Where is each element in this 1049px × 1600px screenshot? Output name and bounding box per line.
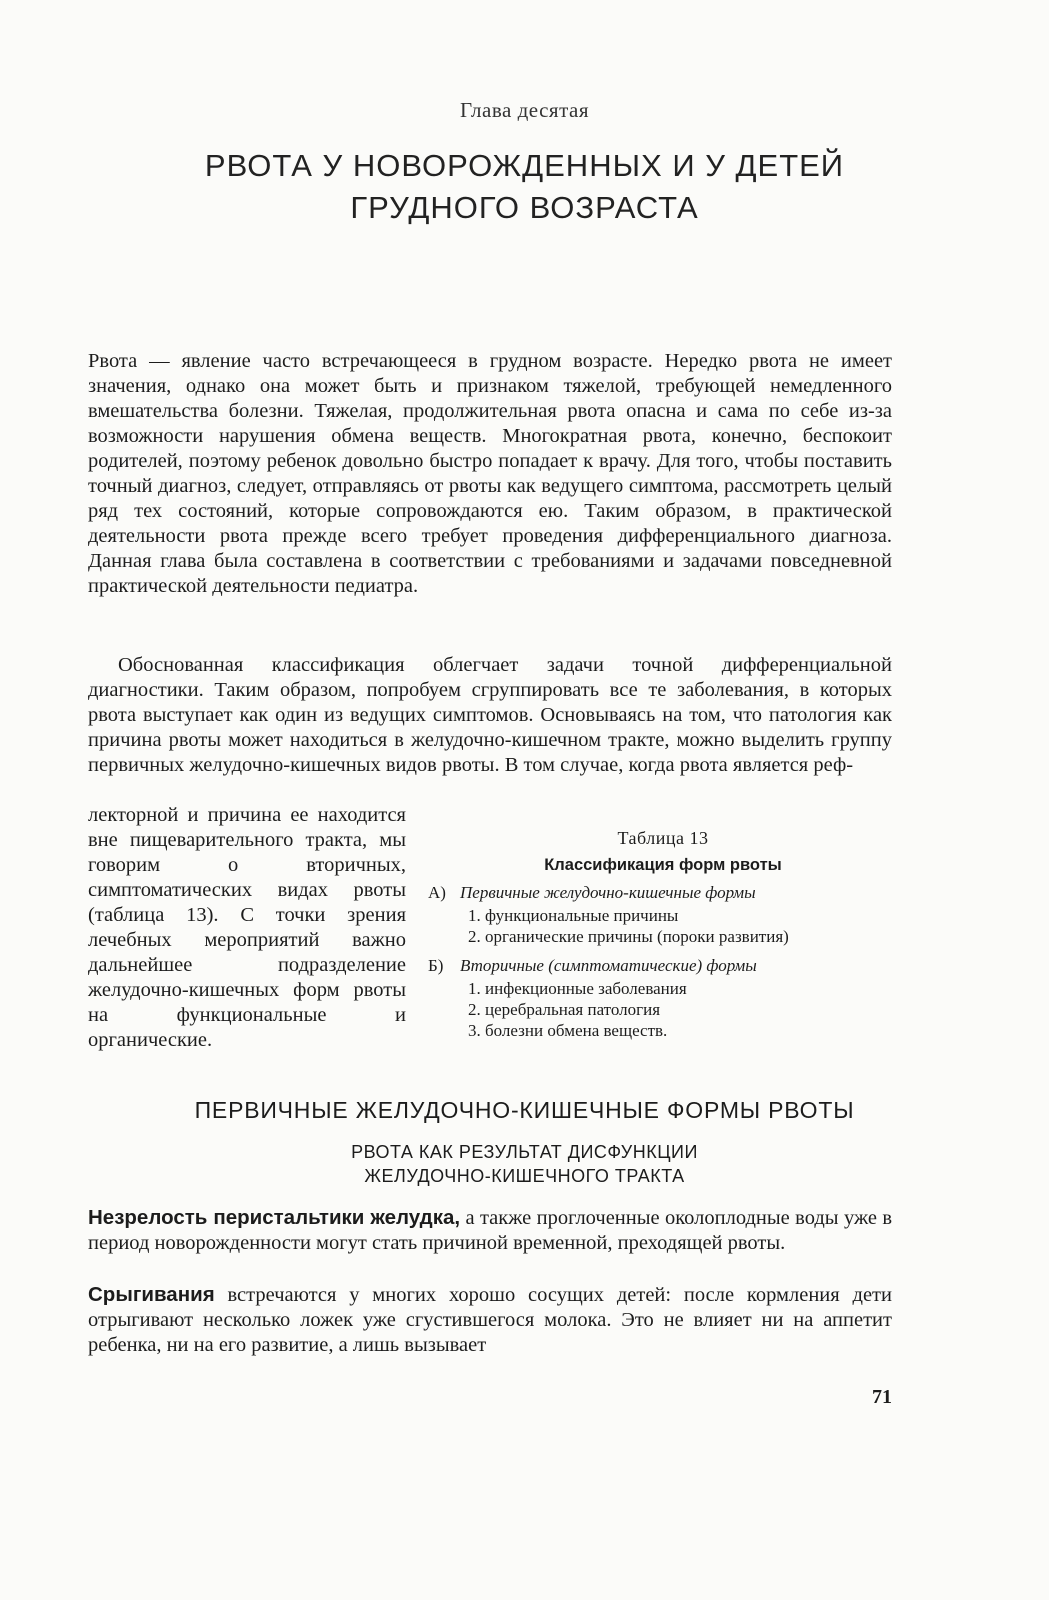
list-item: 2. церебральная патология (468, 1000, 661, 1019)
list-item: 1. функциональные причины (468, 906, 679, 925)
group-name: Вторичные (симптоматические) формы (460, 956, 757, 975)
paragraph-intro: Рвота — явление часто встречающееся в грудном возрасте. Нередко рвота не имеет значения, однако она может быть и признаком тяжелой, требующей немедленного вмешательства болезни. Тяжелая, продолжительная рвота опасна и сама по себе из-за возможности нарушения обмена веществ. Многократная рвота, конечно, беспокоит родителей, поэтому ребенок довольно быстро попадает к врачу. Для того, чтобы поставить точный диагноз, следует, отправляясь от рвоты как ведущего симптома, рассмотреть целый ряд тех состояний, которые сопровождаются ею. Таким образом, в практической деятельности рвота прежде всего требует проведения дифференциального диагноза. Данная глава была составлена в соответствии с требованиями и задачами повседневной практической деятельности педиатра. (88, 350, 892, 597)
chapter-title-line-2: ГРУДНОГО ВОЗРАСТА (350, 190, 699, 225)
paragraph-text: встречаются у многих хорошо сосущих детей: после кормления дети отрыгивают несколько ложек уже сгустившегося молока. Это не влияет ни на аппетит ребенка, ни на его развитие, а лишь вызывает (88, 1284, 892, 1356)
group-letter: А) (428, 883, 446, 902)
classification-table (428, 828, 898, 1049)
subsection-title (0, 1140, 1049, 1188)
paragraph-text: а также проглоченные околоплодные воды уже в период новорожденности могут стать причиной временной, преходящей рвоты. (88, 1207, 893, 1254)
subsection-title-line-1: РВОТА КАК РЕЗУЛЬТАТ ДИСФУНКЦИИ (351, 1142, 698, 1162)
list-item: 2. органические причины (пороки развития) (468, 927, 789, 946)
paragraph-classification: Обоснованная классификация облегчает задачи точной дифференциальной диагностики. Таким образом, попробуем сгруппировать все те заболевания, в которых рвота выступает как один из ведущих симптомов. Основываясь на том, что патология как причина рвоты может находиться в желудочно-кишечном тракте, можно выделить группу первичных желудочно-кишечных видов рвоты. В том случае, когда рвота является реф- (88, 654, 892, 776)
table-number: Таблица 13 (617, 828, 709, 848)
list-item: 3. болезни обмена веществ. (468, 1021, 668, 1040)
group-items-secondary (460, 978, 898, 1041)
paragraph-regurgitation (88, 1282, 892, 1358)
paragraph-lead: Срыгивания (88, 1283, 215, 1306)
paragraph-lead: Незрелость перистальтики желудка, (88, 1206, 461, 1229)
subsection-title-line-2: ЖЕЛУДОЧНО-КИШЕЧНОГО ТРАКТА (364, 1166, 685, 1186)
chapter-title (0, 145, 1049, 229)
group-items-primary (460, 905, 898, 947)
group-name: Первичные желудочно-кишечные формы (460, 883, 756, 902)
table-title: Классификация форм рвоты (544, 856, 782, 874)
chapter-title-line-1: РВОТА У НОВОРОЖДЕННЫХ И У ДЕТЕЙ (204, 148, 845, 183)
paragraph-immaturity (88, 1205, 892, 1256)
group-letter: Б) (428, 956, 444, 975)
chapter-label: Глава десятая (460, 98, 589, 122)
list-item: 1. инфекционные заболевания (468, 979, 687, 998)
table-group-secondary (428, 955, 898, 976)
page-number: 71 (872, 1386, 892, 1408)
section-title: ПЕРВИЧНЫЕ ЖЕЛУДОЧНО-КИШЕЧНЫЕ ФОРМЫ РВОТЫ (194, 1097, 855, 1123)
table-group-primary (428, 882, 898, 903)
paragraph-classification-continued: лекторной и причина ее находится вне пищеварительного тракта, мы говорим о вторичных, симптоматических видах рвоты (таблица 13). С точки зрения лечебных мероприятий важно дальнейшее подразделение желудочно-кишечных форм рвоты на функциональные и органические. (88, 804, 406, 1051)
